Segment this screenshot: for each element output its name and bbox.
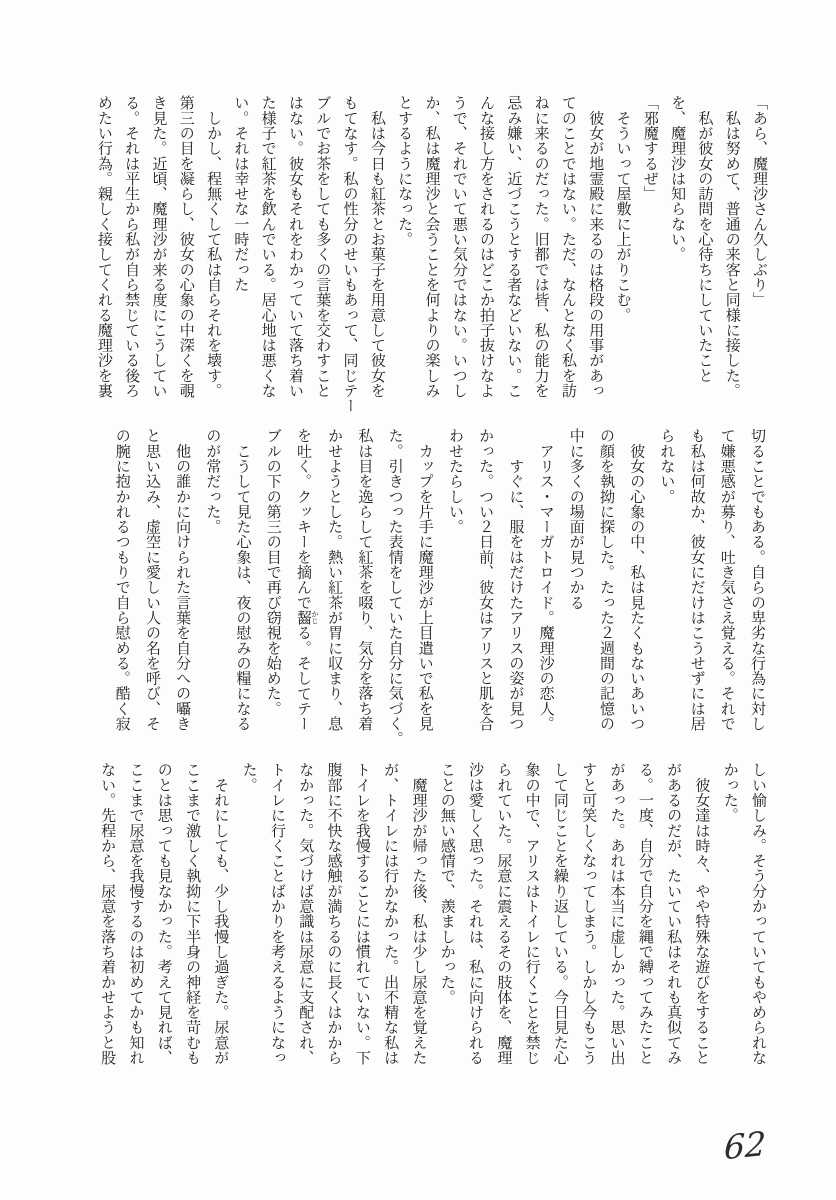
text-column: アリス・マーガトロイド。魔理沙の恋人。: [537, 428, 554, 731]
text-column: も私は何故か、彼女にだけはこうせずには居: [688, 428, 705, 731]
text-column: して同じことを繰り返している。今日見た心: [551, 762, 568, 1065]
text-column: られていた。尿意に震えるその肢体を、魔理: [495, 762, 512, 1065]
text-column: 私は目を逸らして紅茶を啜り、気分を落ち着: [356, 428, 373, 731]
furigana: 齧 かじ: [294, 609, 319, 625]
text-column: すと可笑しくなってしまう。しかし今もこう: [580, 762, 597, 1065]
text-column: トイレに行くことばかりを考えるようになっ: [268, 762, 285, 1065]
text-column: の腕に抱かれるつもりで自ら慰める。酷く寂: [113, 428, 130, 731]
text-column: 「邪魔するぜ」: [641, 95, 658, 202]
text-column: ブルでお茶をしても多くの言葉を交わすこと: [314, 95, 331, 398]
text-column: 腹部に不快な感触が満ちるのに長くはかから: [325, 762, 342, 1065]
text-column: 「あら、魔理沙さん久しぶり」: [751, 95, 767, 308]
text-band-middle: [107, 428, 772, 747]
text-column: ねに来るのだった。旧都では皆、私の能力を: [532, 95, 549, 398]
text-column: しい愉しみ。そう分かっていてもやめられな: [750, 762, 766, 1065]
text-column: と思い込み、虚空に愛しい人の名を呼び、そ: [143, 428, 160, 731]
text-column: とするようになった。: [396, 95, 413, 247]
text-column: のが常だった。: [204, 428, 221, 535]
text-column: かせようとした。熱い紅茶が胃に収まり、息: [326, 428, 343, 731]
text-column: ここまで激しく執拗に下半身の神経を苛むも: [184, 762, 201, 1065]
text-column: かった。つい２日前、彼女はアリスと肌を合: [477, 428, 494, 731]
text-column: 彼女が地霊殿に来るのは格段の用事があっ: [587, 95, 604, 398]
text-band-top: [90, 95, 772, 414]
text-column: わせたらしい。: [446, 428, 463, 535]
text-column: めたい行為。親しく接してくれる魔理沙を裏: [95, 95, 112, 398]
text-column: を吐く。クッキーを摘んで齧 かじる。そしてテー: [294, 428, 319, 732]
text-column: 彼女達は時々、やや特殊な遊びをすること: [693, 762, 710, 1065]
text-column: てのことではない。ただ、なんとなく私を訪: [559, 95, 576, 398]
text-column: 私は今日も紅茶とお菓子を用意して彼女を: [368, 95, 385, 398]
text-column: トイレを我慢することには慣れていない。下: [353, 762, 370, 1065]
text-column: んな接し方をされるのはどこか拍子抜けなよ: [478, 95, 495, 398]
text-column: 象の中で、アリスはトイレに行くことを禁じ: [523, 762, 540, 1065]
text-column: た。: [240, 762, 257, 793]
text-column: かった。: [721, 762, 738, 823]
text-column: があるのだが、たいてい私はそれも真似てみ: [665, 762, 682, 1065]
text-column: か、私は魔理沙と会うことを何よりの楽しみ: [423, 95, 440, 398]
text-column: 私は努めて、普通の来客と同様に接した。: [723, 95, 740, 398]
text-column: が、トイレには行かなかった。出不精な私は: [382, 762, 399, 1065]
text-column: た。引きつった表情をしていた自分に気づく。: [386, 428, 403, 747]
text-column: を、魔理沙は知らない。: [669, 95, 686, 262]
text-column: 私が彼女の訪問を心待ちにしていたこと: [696, 95, 713, 383]
text-column: そういって屋敷に上がりこむ。: [614, 95, 631, 323]
text-column: こうして見た心象は、夜の慰みの糧になる: [234, 428, 251, 731]
text-column: 忌み嫌い、近づこうとする者などいない。こ: [505, 95, 522, 398]
text-column: しかし、程無くして私は自らそれを壊す。: [205, 95, 222, 398]
text-column: カップを片手に魔理沙が上目遣いで私を見: [416, 428, 433, 731]
text-column: 魔理沙が帰った後、私は少し尿意を覚えた: [410, 762, 427, 1065]
text-column: うで、それでいて悪い気分ではない。いつし: [450, 95, 467, 398]
text-column: 第三の目を凝らし、彼女の心象の中深くを覗: [177, 95, 194, 398]
page-number: 62: [723, 1123, 767, 1168]
text-column: る。一度、自分で自分を縄で縛ってみたこと: [636, 762, 653, 1065]
text-column: る。それは平生から私が自ら禁じている後ろ: [123, 95, 140, 398]
text-column: ここまで尿意を我慢するのは初めてかも知れ: [127, 762, 144, 1065]
text-column: 他の誰かに向けられた言葉を自分への囁き: [174, 428, 191, 731]
text-column: 彼女の心象の中、私は見たくもないあいつ: [628, 428, 645, 731]
text-column: はない。彼女もそれをわかっていて落ち着い: [286, 95, 303, 398]
text-column: ない。先程から、尿意を落ち着かせようと股: [99, 762, 116, 1065]
text-column: ブルの下の第三の目で再び窃視を始めた。: [264, 428, 281, 716]
text-column: て嫌悪感が募り、吐き気さえ覚える。それで: [718, 428, 735, 731]
text-column: もてなす。私の性分のせいもあって、同じテー: [341, 95, 358, 414]
text-column: ことの無い感情で、羨ましかった。: [438, 762, 455, 1005]
text-column: それにしても、少し我慢し過ぎた。尿意が: [212, 762, 229, 1065]
text-column: 中に多くの場面が見つかる: [567, 428, 584, 610]
text-column: すぐに、服をはだけたアリスの姿が見つ: [507, 428, 524, 731]
text-column: があった。あれは本当に虚しかった。思い出: [608, 762, 625, 1065]
text-column: なかった。気づけば意識は尿意に支配され、: [297, 762, 314, 1065]
text-column: い。それは幸せな一時だった: [232, 95, 249, 292]
text-column: のとは思っても見なかった。考えて見れば、: [155, 762, 172, 1065]
text-band-bottom: [93, 762, 772, 1068]
text-column: られない。: [658, 428, 675, 504]
text-column: き見た。近頃、魔理沙が来る度にこうしてい: [150, 95, 167, 398]
text-column: の顔を執拗に探した。たった２週間の記憶の: [597, 428, 614, 731]
text-column: 切ることでもある。自らの卑劣な行為に対し: [749, 428, 765, 731]
text-column: 沙は愛しく思った。それは、私に向けられる: [467, 762, 484, 1065]
text-column: た様子で紅茶を飲んでいる。居心地は悪くな: [259, 95, 276, 398]
